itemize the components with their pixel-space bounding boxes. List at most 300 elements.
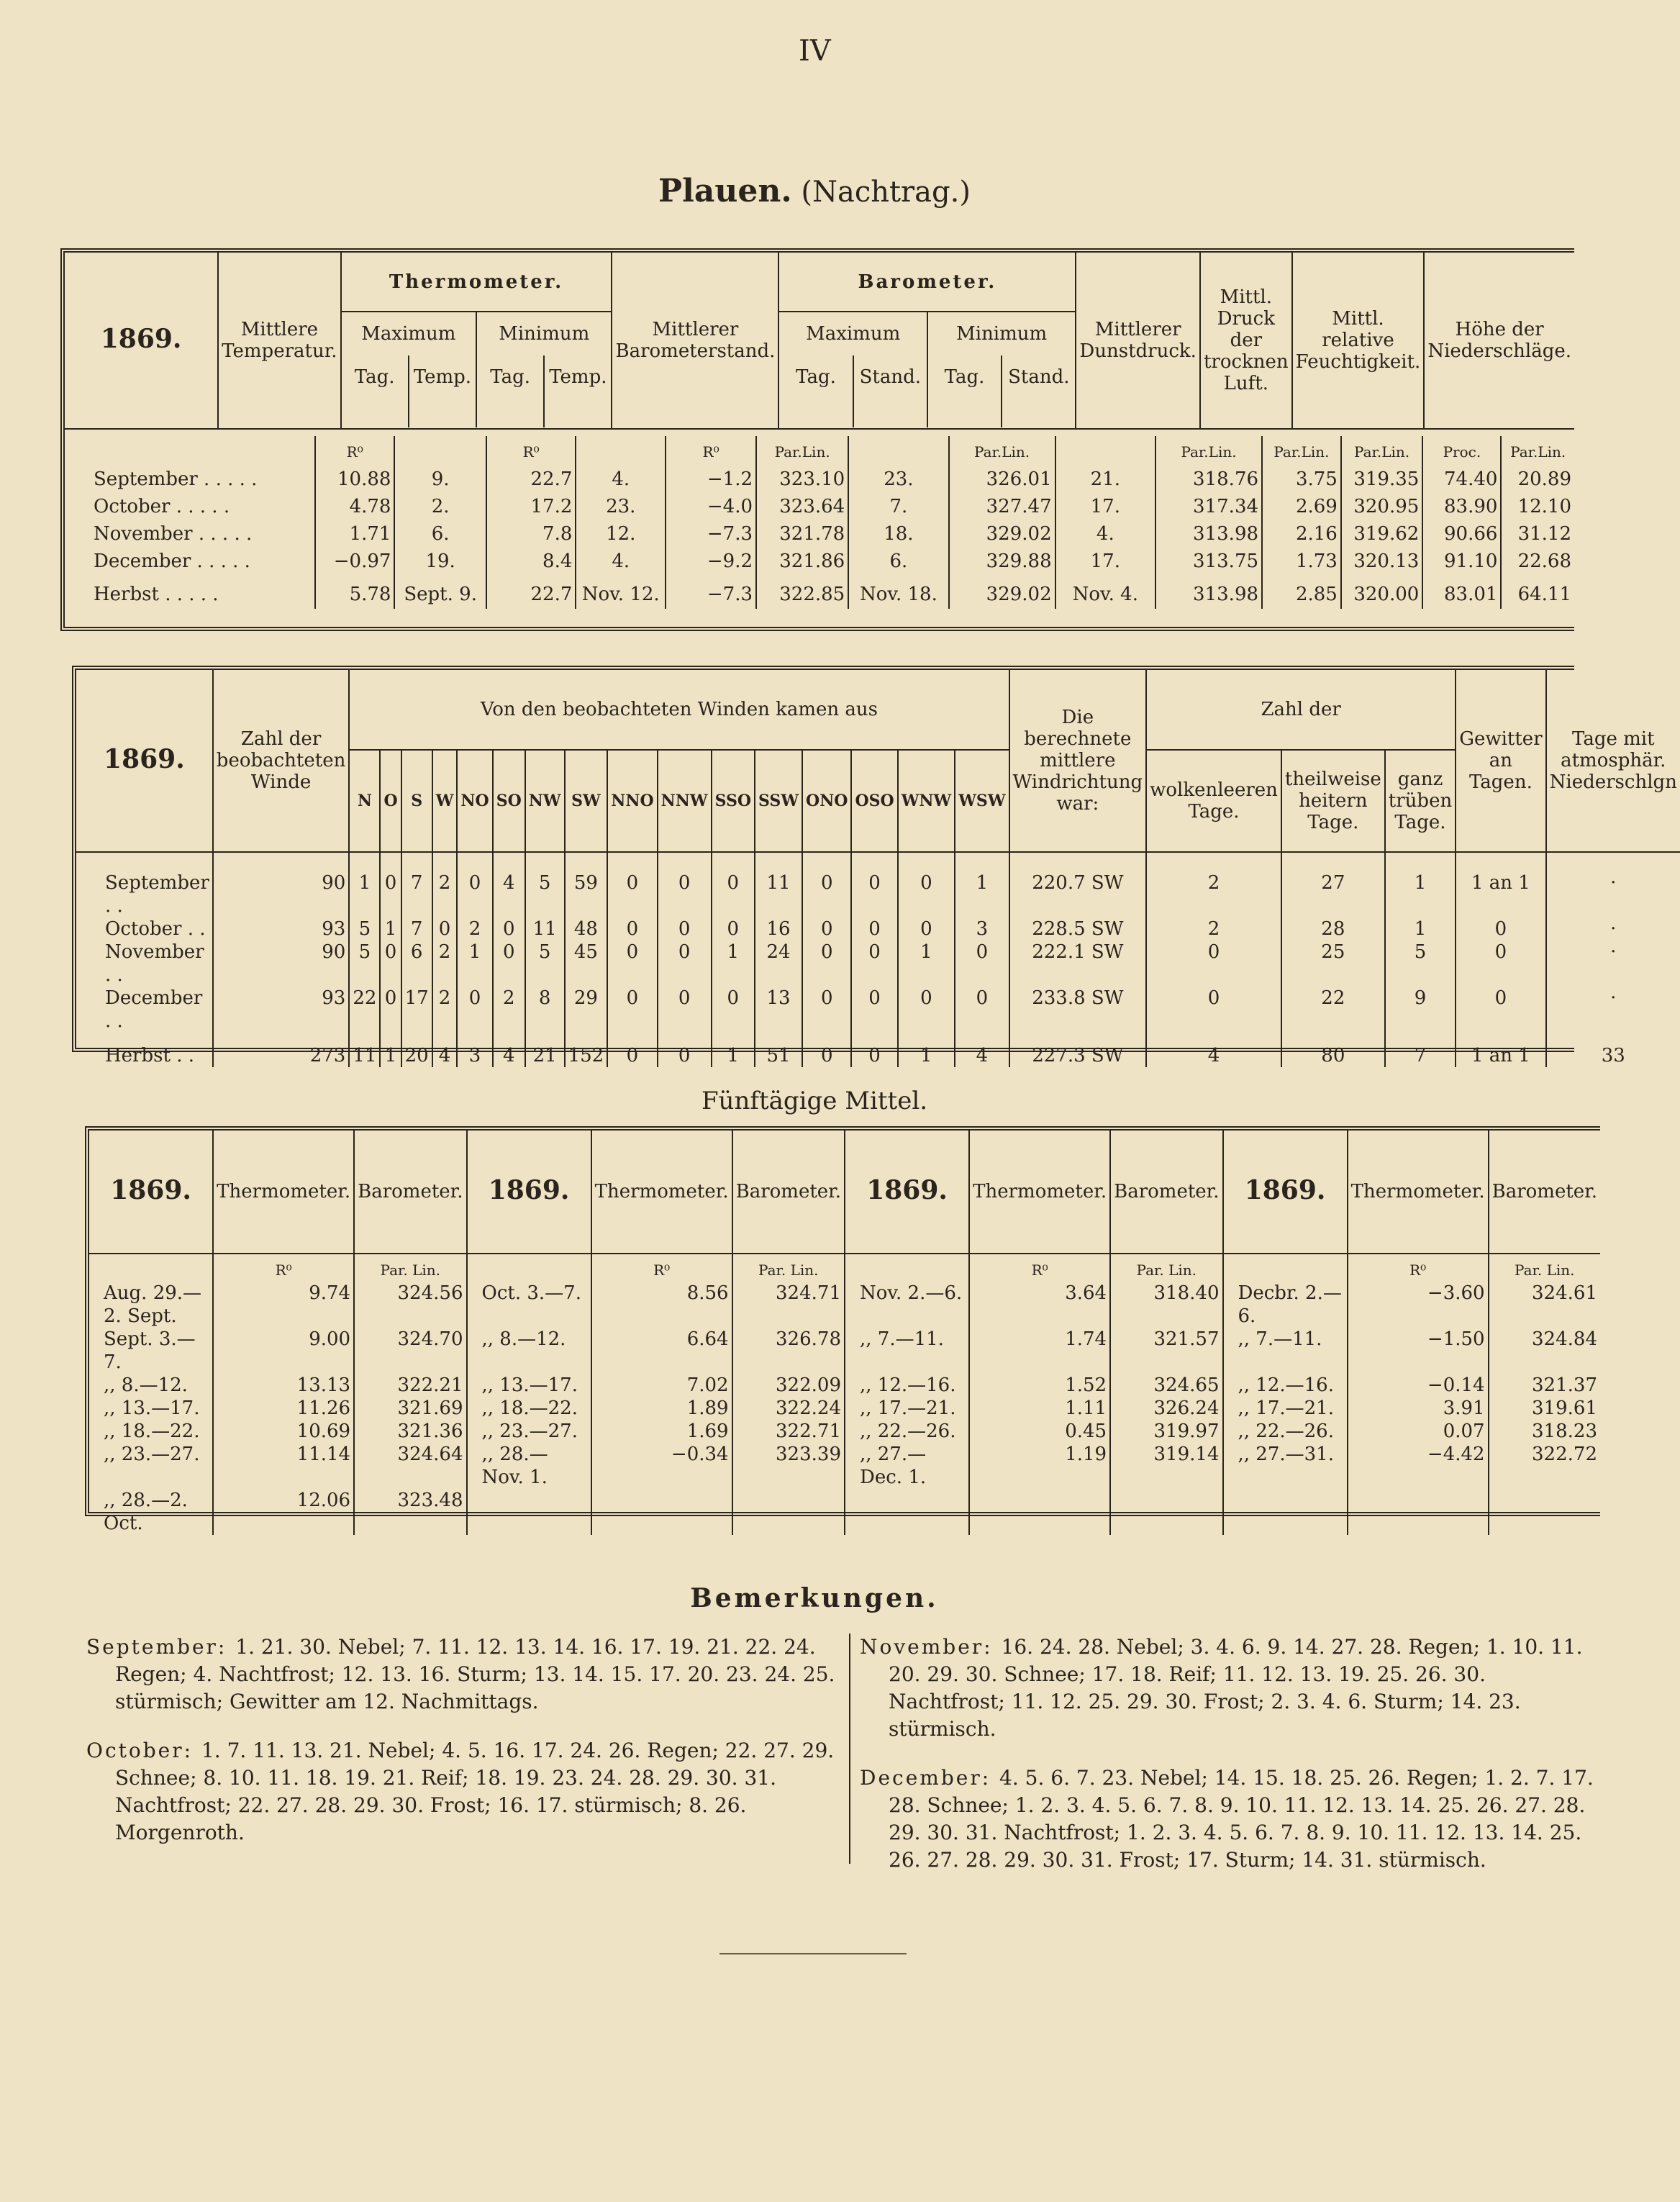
remarks-title: Bemerkungen. xyxy=(690,1583,939,1613)
cell-bmin: 313.75 xyxy=(1155,545,1262,573)
cell-wind-ono: 0 xyxy=(802,1033,851,1067)
cell-wind-o: 0 xyxy=(380,987,401,1033)
cell-direction: 228.5 SW xyxy=(1009,918,1147,941)
cell-wind-w: 2 xyxy=(432,987,458,1033)
cell-dunst: 2.85 xyxy=(1262,573,1341,609)
cell-thermometer: 3.64 xyxy=(969,1282,1110,1328)
cell-thermometer: 1.89 xyxy=(591,1397,732,1420)
cell-wind-wnw: 0 xyxy=(898,852,955,918)
cell-bmax: 329.88 xyxy=(949,545,1055,573)
cell-barometer: 318.40 xyxy=(1110,1282,1222,1328)
table-row xyxy=(65,573,1574,609)
cell-barometer: 321.69 xyxy=(354,1397,466,1420)
page-title xyxy=(0,173,1629,209)
dunstdruck-header: Mittlerer Dunstdruck. xyxy=(1076,253,1200,429)
cell-wind-sw: 29 xyxy=(565,987,608,1033)
cell-month: December . . . . . xyxy=(94,550,250,572)
cell-wind-ono: 0 xyxy=(802,987,851,1033)
cell-wind-nw: 5 xyxy=(525,941,565,987)
cell-month: October . . . . . xyxy=(94,496,230,517)
units-row xyxy=(89,1254,1600,1282)
cell-period: ,, 8.—12. xyxy=(104,1374,188,1396)
five-day-data xyxy=(89,1131,1600,1535)
cell-bmax_day: 6. xyxy=(848,545,948,573)
cell-wind-ono: 0 xyxy=(802,918,851,941)
cell-wind-oso: 0 xyxy=(851,852,897,918)
five-day-title: Fünftägige Mittel. xyxy=(701,1087,928,1115)
cell-wind-nno: 0 xyxy=(607,918,657,941)
cell-wind-s: 7 xyxy=(401,918,432,941)
cell-wind-oso: 0 xyxy=(851,987,897,1033)
cell-tmax: 8.4 xyxy=(486,545,576,573)
mean-direction-header: Die berechnete mittlere Windrichtung war: xyxy=(1009,670,1147,852)
cell-tmin: −9.2 xyxy=(666,545,756,573)
cell-wind-wnw: 1 xyxy=(898,941,955,987)
cell-tmax_day: 9. xyxy=(394,463,486,491)
cell-month: September . . . . . xyxy=(94,468,258,490)
cell-cloudy: 9 xyxy=(1385,987,1456,1033)
cell-wind-ono: 0 xyxy=(802,941,851,987)
table-row xyxy=(76,918,1680,941)
cell-partly: 80 xyxy=(1281,1033,1385,1067)
cell-thermometer: 9.00 xyxy=(213,1328,354,1374)
table-row xyxy=(76,852,1680,918)
remark-text: 16. 24. 28. Nebel; 3. 4. 6. 9. 14. 27. 28. Regen; 1. 10. 11. 20. 29. 30. Schnee; 17. 18. Reif; 11. 12. 13. 19. 25. 26. 30. Nachtfrost; 11. 12. 25. 29. 30. Frost; 2. 3. 4. 6. Sturm; 14. 23. stürmisch. xyxy=(889,1635,1583,1741)
remarks-right xyxy=(860,1634,1608,1874)
cell-direction: 227.3 SW xyxy=(1009,1033,1147,1067)
cell-thermometer: 6.64 xyxy=(591,1328,732,1374)
unit-cell xyxy=(89,1254,213,1282)
direction-sso: SSO xyxy=(712,750,755,852)
winds-title: Von den beobachteten Winden kamen aus xyxy=(349,670,1009,750)
cell-period: ,, 17.—21. xyxy=(845,1397,969,1420)
cell-wind-n: 5 xyxy=(349,918,380,941)
remark-month: December: xyxy=(860,1766,1000,1790)
cell-period: Aug. 29.—2. Sept. xyxy=(104,1282,202,1327)
remark-month: October: xyxy=(86,1739,201,1762)
cell-wind-no: 1 xyxy=(457,941,492,987)
cell-wind-wnw: 0 xyxy=(898,987,955,1033)
cell-feucht: 74.40 xyxy=(1422,463,1501,491)
cell-mean: −0.97 xyxy=(315,545,394,573)
cell-count: 273 xyxy=(213,1033,350,1067)
cell-partly: 27 xyxy=(1281,852,1385,918)
unit-cell: Par.Lin. xyxy=(1341,436,1422,463)
table-winds xyxy=(76,670,1677,1067)
cell-tmax: 22.7 xyxy=(486,463,576,491)
cell-wind-no: 3 xyxy=(457,1033,492,1067)
table-temperature-body xyxy=(65,436,1574,609)
cell-wind-nno: 0 xyxy=(607,941,657,987)
cell-wind-o: 0 xyxy=(380,852,401,918)
unit-cell xyxy=(65,436,315,463)
cell-period xyxy=(467,1489,591,1535)
thermometer-header: Thermometer. xyxy=(1348,1131,1489,1254)
table-row xyxy=(89,1420,1600,1443)
unit-cell xyxy=(1055,436,1155,463)
cell-period: ,, 27.—31. xyxy=(1223,1443,1348,1489)
cell-period: ,, 28.—2. Oct. xyxy=(104,1490,188,1534)
remarks-left xyxy=(86,1634,842,1847)
cell-wind-w: 2 xyxy=(432,941,458,987)
cell-thunder: 0 xyxy=(1456,987,1545,1033)
cell-barometer: 319.61 xyxy=(1489,1397,1600,1420)
cell-dunst: 1.73 xyxy=(1262,545,1341,573)
cell-thunder: 1 an 1 xyxy=(1456,852,1545,918)
unit-cell xyxy=(848,436,948,463)
cell-period: ,, 13.—17. xyxy=(104,1397,200,1419)
cell-direction: 233.8 SW xyxy=(1009,987,1147,1033)
cell-count: 90 xyxy=(213,941,350,987)
cell-thermometer: 1.19 xyxy=(969,1443,1110,1489)
cell-barometer xyxy=(732,1489,845,1535)
cell-bmin: 317.34 xyxy=(1155,491,1262,518)
cell-thermometer: 0.45 xyxy=(969,1420,1110,1443)
closing-rule xyxy=(719,1953,907,1954)
cell-wind-nnw: 0 xyxy=(658,918,712,941)
cell-wind-w: 0 xyxy=(432,918,458,941)
remark-month: September: xyxy=(86,1635,236,1659)
thermometer-header: Thermometer. xyxy=(969,1131,1110,1254)
remark-paragraph xyxy=(860,1764,1608,1874)
cell-period: ,, 8.—12. xyxy=(467,1328,591,1374)
cell-period: ,, 27.—Dec. 1. xyxy=(845,1443,969,1489)
cell-thermometer: 1.74 xyxy=(969,1328,1110,1374)
period-header: 1869. xyxy=(467,1131,591,1254)
page-number: IV xyxy=(799,35,831,68)
cell-direction: 220.7 SW xyxy=(1009,852,1147,918)
cell-wind-so: 0 xyxy=(493,918,525,941)
barometer-header: Barometer. xyxy=(1110,1131,1222,1254)
direction-oso: OSO xyxy=(851,750,897,852)
cell-wind-nno: 0 xyxy=(607,987,657,1033)
table-temperature-barometer xyxy=(65,253,1574,430)
cell-barometer: 322.21 xyxy=(354,1374,466,1397)
direction-s: S xyxy=(401,750,432,852)
cell-wind-nw: 5 xyxy=(525,852,565,918)
cell-thermometer: 7.02 xyxy=(591,1374,732,1397)
cell-thermometer: 9.74 xyxy=(213,1282,354,1328)
cell-period: ,, 7.—11. xyxy=(1223,1328,1348,1374)
cell-month: October . . xyxy=(105,918,206,940)
remarks-divider xyxy=(849,1634,850,1864)
cell-barometer xyxy=(1489,1489,1600,1535)
cell-wind-o: 0 xyxy=(380,941,401,987)
cell-tmax: 22.7 xyxy=(486,573,576,609)
cell-period: ,, 28.—Nov. 1. xyxy=(467,1443,591,1489)
cell-thermometer: 1.52 xyxy=(969,1374,1110,1397)
cell-month: December . . xyxy=(105,987,203,1032)
cell-bmin_day: 17. xyxy=(1055,545,1155,573)
cell-cloudy: 1 xyxy=(1385,852,1456,918)
days-trueben: ganz trüben Tage. xyxy=(1385,750,1456,852)
unit-cell xyxy=(845,1254,969,1282)
direction-n: N xyxy=(349,750,380,852)
cell-wind-s: 6 xyxy=(401,941,432,987)
days-wolkenleeren: wolkenleeren Tage. xyxy=(1146,750,1281,852)
cell-barometer: 324.65 xyxy=(1110,1374,1222,1397)
thunder-header: Gewitter an Tagen. xyxy=(1456,670,1545,852)
cell-wind-nno: 0 xyxy=(607,852,657,918)
mean-baro-header: Mittlerer Barometerstand. xyxy=(612,253,778,429)
cell-luft: 320.95 xyxy=(1341,491,1422,518)
cell-thunder: 1 an 1 xyxy=(1456,1033,1545,1067)
remark-text: 1. 21. 30. Nebel; 7. 11. 12. 13. 14. 16. 17. 19. 21. 22. 24. Regen; 4. Nachtfrost; 12. 13. 16. Sturm; 13. 14. 15. 17. 20. 23. 24. 25. stürmisch; Gewitter am 12. Nachmittags. xyxy=(115,1635,835,1713)
cell-wind-ssw: 11 xyxy=(755,852,802,918)
cell-bmin_day: 21. xyxy=(1055,463,1155,491)
cell-partly: 22 xyxy=(1281,987,1385,1033)
cell-feucht: 90.66 xyxy=(1422,518,1501,545)
cell-nied: 22.68 xyxy=(1501,545,1574,573)
cell-luft: 320.13 xyxy=(1341,545,1422,573)
cell-barometer: 326.24 xyxy=(1110,1397,1222,1420)
direction-nno: NNO xyxy=(607,750,657,852)
cell-wind-wnw: 0 xyxy=(898,918,955,941)
cell-barometer: 324.84 xyxy=(1489,1328,1600,1374)
cell-period: Sept. 3.—7. xyxy=(104,1328,196,1373)
cell-period: ,, 17.—21. xyxy=(1223,1397,1348,1420)
cell-thunder: 0 xyxy=(1456,918,1545,941)
cell-bmin_day: 4. xyxy=(1055,518,1155,545)
table-row xyxy=(65,463,1574,491)
cell-barometer: 319.97 xyxy=(1110,1420,1222,1443)
cell-tmax_day: 6. xyxy=(394,518,486,545)
cell-month: November . . . . . xyxy=(94,523,253,545)
cell-bmax_day: 23. xyxy=(848,463,948,491)
cell-thermometer: 3.91 xyxy=(1348,1397,1489,1420)
cell-barometer: 319.14 xyxy=(1110,1443,1222,1489)
cell-thermometer xyxy=(591,1489,732,1535)
period-header: 1869. xyxy=(89,1131,213,1254)
cell-wind-ono: 0 xyxy=(802,852,851,918)
direction-wnw: WNW xyxy=(898,750,955,852)
unit-cell: Par.Lin. xyxy=(1262,436,1341,463)
thermometer-header: Thermometer. xyxy=(213,1131,354,1254)
cell-nied: 31.12 xyxy=(1501,518,1574,545)
cell-wind-w: 2 xyxy=(432,852,458,918)
cell-wind-wsw: 0 xyxy=(955,941,1009,987)
cell-wind-oso: 0 xyxy=(851,918,897,941)
table-row xyxy=(76,941,1680,987)
cell-wind-sw: 48 xyxy=(565,918,608,941)
cell-wind-wnw: 1 xyxy=(898,1033,955,1067)
cell-month: Herbst . . . . . xyxy=(94,584,219,605)
cell-wind-s: 7 xyxy=(401,852,432,918)
year-header: 1869. xyxy=(65,253,218,429)
cell-barometer: 326.78 xyxy=(732,1328,845,1374)
cell-barometer: 322.71 xyxy=(732,1420,845,1443)
cell-thermometer: 11.26 xyxy=(213,1397,354,1420)
cell-partly: 28 xyxy=(1281,918,1385,941)
cell-baro: 321.78 xyxy=(756,518,848,545)
cell-period: ,, 22.—26. xyxy=(1223,1420,1348,1443)
cell-wind-n: 11 xyxy=(349,1033,380,1067)
direction-o: O xyxy=(380,750,401,852)
precipitation-header: Höhe der Niederschläge. xyxy=(1424,253,1574,429)
unit-cell: Par. Lin. xyxy=(732,1254,845,1282)
cell-precip: · xyxy=(1546,987,1680,1033)
cell-wind-sw: 59 xyxy=(565,852,608,918)
cell-barometer: 321.37 xyxy=(1489,1374,1600,1397)
unit-cell: Proc. xyxy=(1422,436,1501,463)
cell-mean: 1.71 xyxy=(315,518,394,545)
cell-mean: 5.78 xyxy=(315,573,394,609)
cell-mean: 10.88 xyxy=(315,463,394,491)
direction-nnw: NNW xyxy=(658,750,712,852)
cell-wind-sso: 1 xyxy=(712,941,755,987)
cell-barometer: 321.57 xyxy=(1110,1328,1222,1374)
cell-period: ,, 22.—26. xyxy=(845,1420,969,1443)
cell-wind-nnw: 0 xyxy=(658,987,712,1033)
period-header: 1869. xyxy=(1223,1131,1348,1254)
cell-period: ,, 12.—16. xyxy=(845,1374,969,1397)
cell-precip: · xyxy=(1546,918,1680,941)
cell-barometer: 323.48 xyxy=(354,1489,466,1535)
unit-cell: R⁰ xyxy=(315,436,394,463)
cell-thermometer: −4.42 xyxy=(1348,1443,1489,1489)
table-temperature-barometer-frame xyxy=(60,248,1574,631)
cell-wind-ssw: 51 xyxy=(755,1033,802,1067)
direction-so: SO xyxy=(493,750,525,852)
direction-w: W xyxy=(432,750,458,852)
cell-thermometer: 13.13 xyxy=(213,1374,354,1397)
cell-cloudy: 5 xyxy=(1385,941,1456,987)
cell-tmax_day: 2. xyxy=(394,491,486,518)
table-row xyxy=(89,1282,1600,1328)
cell-thermometer: −0.34 xyxy=(591,1443,732,1489)
cell-tmin: −7.3 xyxy=(666,518,756,545)
cell-wind-nw: 11 xyxy=(525,918,565,941)
cell-wind-sso: 1 xyxy=(712,1033,755,1067)
cell-wind-ssw: 24 xyxy=(755,941,802,987)
cell-feucht: 83.90 xyxy=(1422,491,1501,518)
cell-period: ,, 7.—11. xyxy=(845,1328,969,1374)
cell-barometer: 318.23 xyxy=(1489,1420,1600,1443)
cell-barometer: 324.70 xyxy=(354,1328,466,1374)
unit-cell: R⁰ xyxy=(666,436,756,463)
unit-cell: R⁰ xyxy=(213,1254,354,1282)
cell-cloudy: 7 xyxy=(1385,1033,1456,1067)
cell-wind-nnw: 0 xyxy=(658,852,712,918)
unit-cell: Par. Lin. xyxy=(1110,1254,1222,1282)
cell-baro: 321.86 xyxy=(756,545,848,573)
cell-wind-n: 5 xyxy=(349,941,380,987)
cell-thermometer: 10.69 xyxy=(213,1420,354,1443)
cell-period xyxy=(1223,1489,1348,1535)
cell-wind-no: 2 xyxy=(457,918,492,941)
cell-wind-so: 0 xyxy=(493,941,525,987)
cell-tmin: −7.3 xyxy=(666,573,756,609)
cell-baro: 322.85 xyxy=(756,573,848,609)
cell-thermometer: 1.69 xyxy=(591,1420,732,1443)
cell-period: Decbr. 2.—6. xyxy=(1223,1282,1348,1328)
unit-cell: R⁰ xyxy=(1348,1254,1489,1282)
cell-clear: 0 xyxy=(1146,987,1281,1033)
cell-period: ,, 18.—22. xyxy=(104,1421,200,1442)
cell-luft: 319.35 xyxy=(1341,463,1422,491)
cell-nied: 20.89 xyxy=(1501,463,1574,491)
cell-wind-o: 1 xyxy=(380,1033,401,1067)
remark-paragraph xyxy=(86,1634,842,1716)
cell-clear: 2 xyxy=(1146,918,1281,941)
cell-wind-n: 1 xyxy=(349,852,380,918)
direction-nw: NW xyxy=(525,750,565,852)
table-row xyxy=(65,491,1574,518)
cell-clear: 2 xyxy=(1146,852,1281,918)
cell-barometer: 324.71 xyxy=(732,1282,845,1328)
cell-wind-so: 4 xyxy=(493,1033,525,1067)
cell-bmin: 313.98 xyxy=(1155,573,1262,609)
cell-thunder: 0 xyxy=(1456,941,1545,987)
thermometer-header: Thermometer. xyxy=(591,1131,732,1254)
cell-dunst: 3.75 xyxy=(1262,463,1341,491)
cell-bmax: 329.02 xyxy=(949,573,1055,609)
cell-wind-sso: 0 xyxy=(712,852,755,918)
cell-feucht: 91.10 xyxy=(1422,545,1501,573)
cell-thermometer: −0.14 xyxy=(1348,1374,1489,1397)
table-row xyxy=(89,1328,1600,1374)
unit-cell: Par. Lin. xyxy=(354,1254,466,1282)
cell-thermometer: 8.56 xyxy=(591,1282,732,1328)
cell-barometer: 322.09 xyxy=(732,1374,845,1397)
cell-wind-nnw: 0 xyxy=(658,941,712,987)
cell-bmin_day: Nov. 4. xyxy=(1055,573,1155,609)
cell-period: ,, 18.—22. xyxy=(467,1397,591,1420)
cell-wind-sso: 0 xyxy=(712,987,755,1033)
barometer-header: Barometer. Maximum Minimum Tag. Stand. Tag. Stand. xyxy=(778,253,1076,429)
barometer-header: Barometer. xyxy=(732,1131,845,1254)
cell-barometer: 324.56 xyxy=(354,1282,466,1328)
cell-thermometer: −1.50 xyxy=(1348,1328,1489,1374)
cell-period: ,, 12.—16. xyxy=(1223,1374,1348,1397)
barometer-header: Barometer. xyxy=(1489,1131,1600,1254)
direction-sw: SW xyxy=(565,750,608,852)
cell-wind-ssw: 16 xyxy=(755,918,802,941)
wind-count-header: Zahl der beobachteten Winde xyxy=(213,670,350,852)
unit-cell: Par.Lin. xyxy=(1155,436,1262,463)
direction-wsw: WSW xyxy=(955,750,1009,852)
cell-wind-oso: 0 xyxy=(851,1033,897,1067)
cell-bmax_day: Nov. 18. xyxy=(848,573,948,609)
unit-cell: Par.Lin. xyxy=(949,436,1055,463)
cell-wind-nno: 0 xyxy=(607,1033,657,1067)
cell-tmax: 17.2 xyxy=(486,491,576,518)
humidity-header: Mittl. relative Feuchtigkeit. xyxy=(1292,253,1425,429)
unit-cell: R⁰ xyxy=(591,1254,732,1282)
cell-partly: 25 xyxy=(1281,941,1385,987)
remark-text: 1. 7. 11. 13. 21. Nebel; 4. 5. 16. 17. 24. 26. Regen; 22. 27. 29. Schnee; 8. 10. 11. 18. 19. 21. Reif; 18. 19. 23. 24. 28. 29. 30. 31. Nachtfrost; 22. 27. 28. 29. 30. Frost; 16. 17. stürmisch; 8. 26. Morgenroth. xyxy=(115,1739,835,1844)
cell-tmin_day: Nov. 12. xyxy=(576,573,666,609)
cell-precip: · xyxy=(1546,852,1680,918)
unit-cell: Par.Lin. xyxy=(1501,436,1574,463)
cell-baro: 323.64 xyxy=(756,491,848,518)
unit-cell: Par. Lin. xyxy=(1489,1254,1600,1282)
cell-thermometer: 0.07 xyxy=(1348,1420,1489,1443)
cell-thermometer xyxy=(1348,1489,1489,1535)
cell-dunst: 2.16 xyxy=(1262,518,1341,545)
table-five-day-frame xyxy=(85,1126,1600,1534)
cell-bmax: 329.02 xyxy=(949,518,1055,545)
cell-tmin_day: 4. xyxy=(576,545,666,573)
cell-wind-nw: 21 xyxy=(525,1033,565,1067)
cell-month: Herbst . . xyxy=(105,1045,194,1066)
cell-bmax: 327.47 xyxy=(949,491,1055,518)
cell-bmax_day: 18. xyxy=(848,518,948,545)
cell-wind-w: 4 xyxy=(432,1033,458,1067)
cell-nied: 64.11 xyxy=(1501,573,1574,609)
cell-tmin_day: 23. xyxy=(576,491,666,518)
table-row xyxy=(76,987,1680,1033)
